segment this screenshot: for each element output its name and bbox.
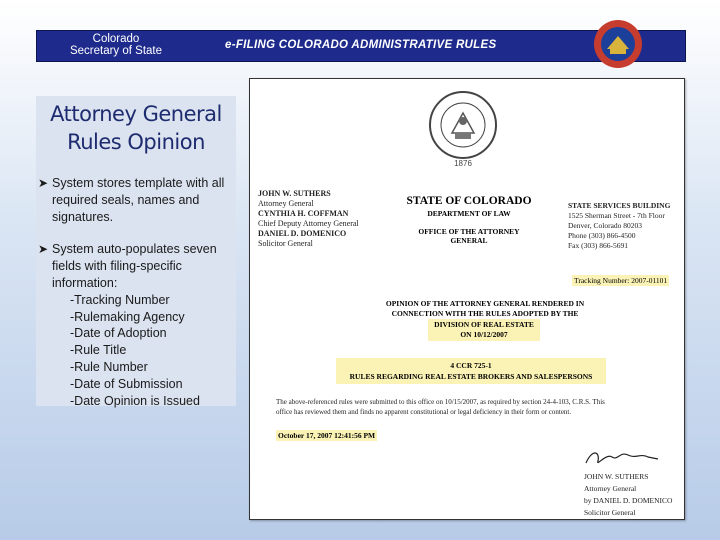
rule-box: [336, 358, 606, 384]
signer-title: Attorney General: [584, 484, 637, 493]
tracking-number: Tracking Number: 2007-01101: [574, 276, 668, 285]
bullet-2: [38, 241, 238, 409]
street-address: 1525 Sherman Street - 7th Floor: [568, 211, 665, 220]
department-heading: DEPARTMENT OF LAW: [427, 209, 511, 218]
field-item-date-opinion-issued: -Date Opinion is Issued: [70, 393, 200, 408]
org-line-1: Colorado: [92, 33, 140, 45]
slide-title-line-1: Attorney General: [50, 102, 222, 126]
rulemaking-agency: DIVISION OF REAL ESTATE: [434, 320, 534, 329]
org-line-2: Secretary of State: [69, 45, 163, 57]
field-item-date-of-submission: -Date of Submission: [70, 376, 183, 391]
office-line-1: OFFICE OF THE ATTORNEY: [418, 227, 520, 236]
bullet-list: [38, 175, 238, 409]
ag-title: Attorney General: [258, 199, 314, 208]
deputy-title: Chief Deputy Attorney General: [258, 219, 359, 228]
adoption-date: ON 10/12/2007: [460, 330, 508, 339]
adopting-agency-box: [428, 319, 540, 341]
office-heading: [400, 227, 538, 245]
opinion-body: [276, 397, 676, 417]
deputy-name: CYNTHIA H. COFFMAN: [258, 209, 349, 218]
organization-name: [37, 33, 195, 57]
arrow-bullet-icon: ➤: [38, 176, 49, 190]
state-services-block: [568, 201, 670, 251]
opinion-document-preview: [249, 78, 685, 520]
solicitor-name: DANIEL D. DOMENICO: [258, 229, 347, 238]
header-title: e-FILING COLORADO ADMINISTRATIVE RULES: [225, 39, 497, 51]
solicitor-title: Solicitor General: [258, 239, 313, 248]
field-item-tracking-number: -Tracking Number: [70, 292, 170, 307]
bullet-1-text: System stores template with all required seals, names and signatures.: [52, 176, 225, 224]
office-line-2: GENERAL: [450, 236, 488, 245]
opinion-line-1: OPINION OF THE ATTORNEY GENERAL RENDERED IN: [385, 299, 585, 308]
field-item-rulemaking-agency: -Rulemaking Agency: [70, 309, 185, 324]
header-bar: [36, 30, 686, 62]
body-line-1: The above-referenced rules were submitted to this office on 10/15/2007, as required by section 24-4-103, C.R.S. This: [276, 398, 605, 406]
signature-icon: [582, 447, 662, 469]
signer-name: JOHN W. SUTHERS: [584, 472, 649, 481]
opinion-issued-date: October 17, 2007 12:41:56 PM: [278, 431, 376, 440]
city-address: Denver, Colorado 80203: [568, 221, 643, 230]
state-seal-icon: [593, 19, 643, 69]
signature-block: [584, 471, 672, 519]
bullet-1: [38, 175, 238, 225]
field-item-date-of-adoption: -Date of Adoption: [70, 326, 167, 341]
svg-text:1876: 1876: [454, 159, 472, 168]
fax-number: Fax (303) 866-5691: [568, 241, 628, 250]
attorney-general-block: [258, 189, 359, 249]
signed-by: by DANIEL D. DOMENICO: [584, 496, 673, 505]
rule-number: 4 CCR 725-1: [450, 361, 492, 370]
field-item-rule-number: -Rule Number: [70, 359, 148, 374]
body-line-2: office has reviewed them and finds no apparent constitutional or legal deficiency in their form or content.: [276, 408, 572, 416]
opinion-line-2: CONNECTION WITH THE RULES ADOPTED BY THE: [391, 309, 579, 318]
opinion-heading: [350, 299, 620, 319]
colorado-seal-icon: [428, 87, 498, 169]
phone-number: Phone (303) 866-4500: [568, 231, 636, 240]
building-name: STATE SERVICES BUILDING: [568, 201, 671, 210]
field-item-rule-title: -Rule Title: [70, 343, 127, 358]
arrow-bullet-icon: ➤: [38, 242, 49, 257]
ag-name: JOHN W. SUTHERS: [258, 189, 331, 198]
slide-title: [36, 100, 236, 156]
bullet-2-text: System auto-populates seven fields with filing-specific information:: [52, 242, 217, 290]
field-list: [52, 292, 238, 410]
signed-by-title: Solicitor General: [584, 508, 636, 517]
state-heading: STATE OF COLORADO: [406, 195, 532, 207]
rule-title: RULES REGARDING REAL ESTATE BROKERS AND SALESPERSONS: [349, 372, 593, 381]
slide-title-line-2: Rules Opinion: [67, 130, 205, 154]
